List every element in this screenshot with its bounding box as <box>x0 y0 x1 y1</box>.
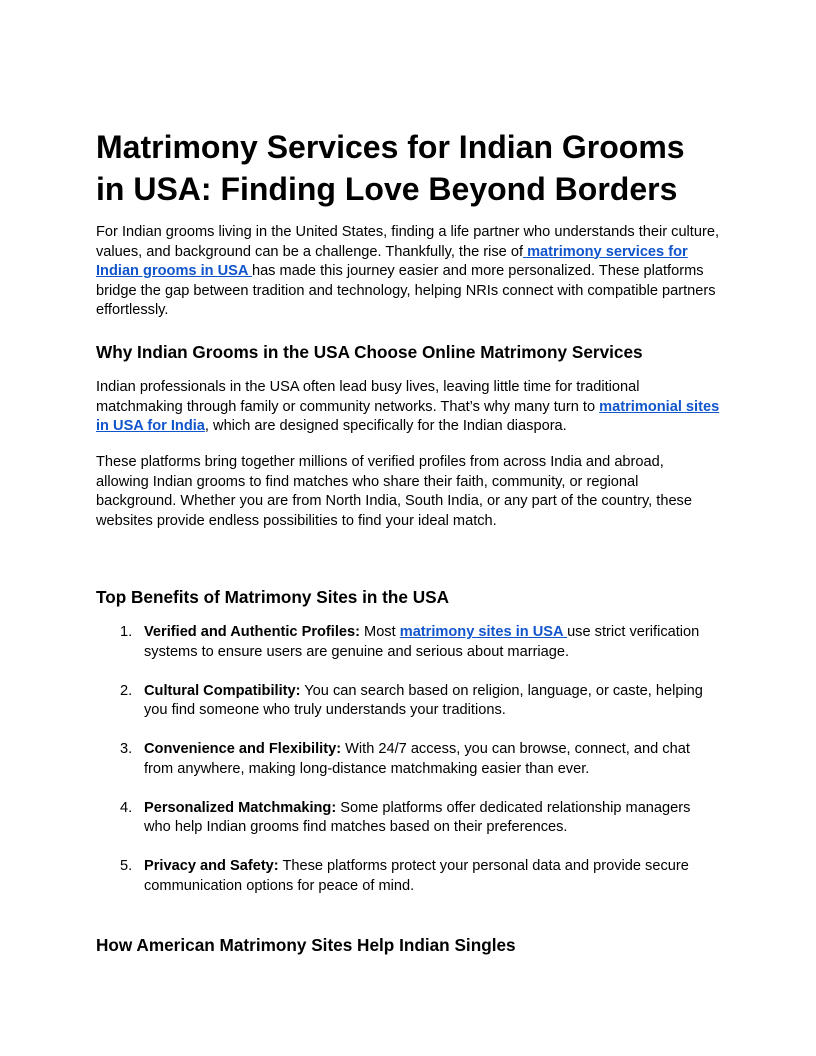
list-item: 2. Cultural Compatibility: You can search based on religion, language, or caste, helping you find someone who truly understands your traditions. <box>120 682 703 718</box>
list-item: 5. Privacy and Safety: These platforms protect your personal data and provide secure communication options for peace of mind. <box>120 858 689 894</box>
section-heading-why: Why Indian Grooms in the USA Choose Online Matrimony Services <box>96 342 643 362</box>
section1-paragraph-2: These platforms bring together millions of verified profiles from across India and abroad, allowing Indian grooms to find matches who share their faith, community, or regional background. Whether you are from North India, South India, or any part of the country, these websites provide endless possibilities to find your ideal match. <box>96 454 692 529</box>
list-item: 4. Personalized Matchmaking: Some platforms offer dedicated relationship managers who help Indian grooms find matches based on their preferences. <box>120 799 691 835</box>
section-heading-how: How American Matrimony Sites Help Indian Singles <box>96 935 516 955</box>
intro-paragraph: For Indian grooms living in the United States, finding a life partner who understands their culture, values, and background can be a challenge. Thankfully, the rise of matrimony services for Indian grooms in USA has made this journey easier and more personalized. These platforms bridge the gap between tradition and technology, helping NRIs connect with compatible partners effortlessly. <box>96 224 720 318</box>
section1-paragraph-1: Indian professionals in the USA often lead busy lives, leaving little time for traditional matchmaking through family or community networks. That’s why many turn to matrimonial sites in USA for India, which are designed specifically for the Indian diaspora. <box>96 379 720 434</box>
link-matrimony-sites-usa[interactable]: matrimony sites in USA <box>399 624 568 640</box>
benefits-list <box>96 623 720 916</box>
list-item: 1. Verified and Authentic Profiles: Most matrimony sites in USA use strict verification systems to ensure users are genuine and serious about marriage. <box>120 624 700 660</box>
link-matrimonial-sites[interactable]: matrimonial sites in USA for India <box>96 398 720 434</box>
section-heading-benefits: Top Benefits of Matrimony Sites in the USA <box>96 587 450 607</box>
page-title: Matrimony Services for Indian Grooms in USA: Finding Love Beyond Borders <box>96 129 685 207</box>
list-item: 3. Convenience and Flexibility: With 24/7 access, you can browse, connect, and chat from anywhere, making long-distance matchmaking easier than ever. <box>120 741 690 777</box>
link-matrimony-services-grooms[interactable]: matrimony services for Indian grooms in USA <box>96 243 688 279</box>
